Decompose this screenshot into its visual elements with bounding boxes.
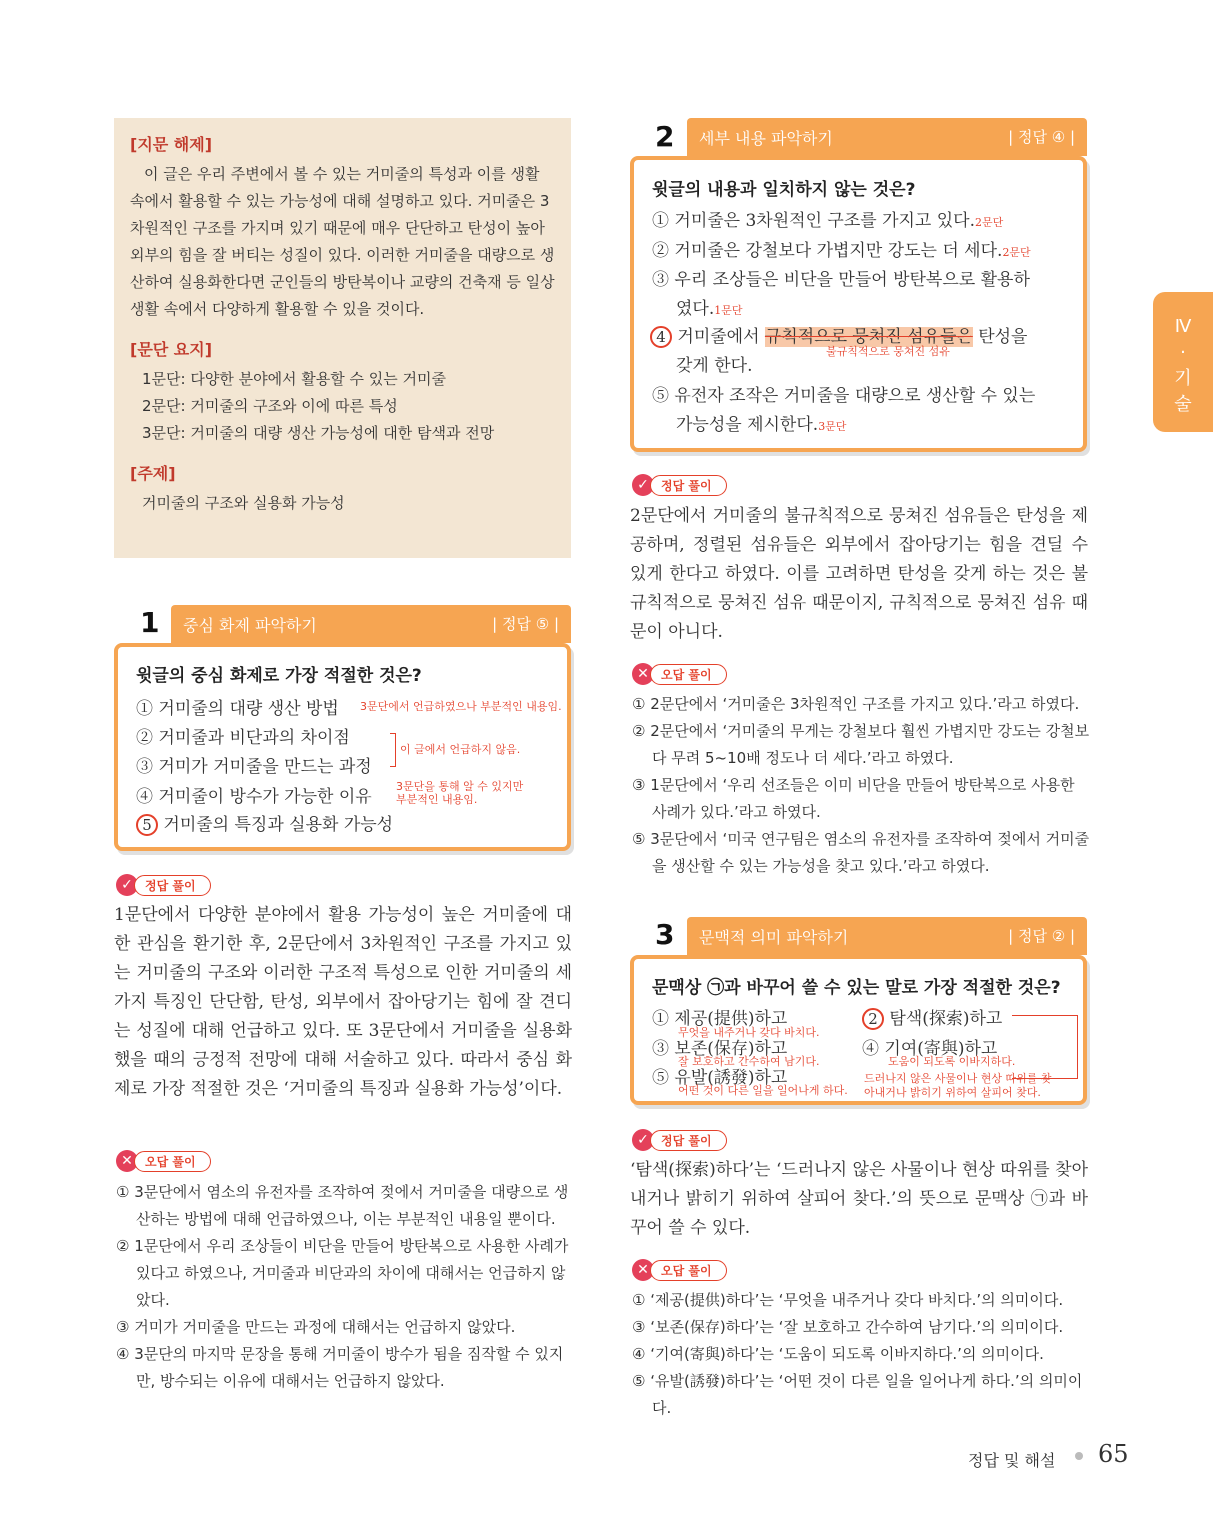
badge-label: 정답 풀이: [650, 475, 727, 496]
option-text: 였다.: [676, 299, 715, 319]
correct-explanation-badge: [632, 1129, 727, 1151]
wrong-item: ③ 거미가 거미줄을 만드는 과정에 대해서는 언급하지 않았다.: [116, 1318, 516, 1336]
summary-heading: [지문 해제]: [130, 135, 213, 154]
option-text: ② 거미줄은 강철보다 가볍지만 강도는 더 세다.: [652, 241, 1003, 261]
footer-label: 정답 및 해설: [968, 1451, 1056, 1470]
correct-answer-circle: 5: [136, 814, 158, 836]
wrong-explanation-list: [632, 1287, 1090, 1422]
option-text: ① 거미줄은 3차원적인 구조를 가지고 있다.: [652, 211, 975, 231]
option-1: ① 거미줄의 대량 생산 방법: [136, 699, 339, 719]
option-note-line: 드러나지 않은 사물이나 현상 따위를 찾: [864, 1072, 1052, 1085]
option-text: 거미줄의 특징과 실용화 가능성: [163, 815, 394, 835]
question-tab: [171, 605, 571, 643]
correction-note: 불규칙적으로 뭉쳐진 섬유: [826, 345, 950, 358]
option-3: ③ 거미가 거미줄을 만드는 과정: [136, 757, 372, 777]
question-type: 중심 화제 파악하기: [183, 616, 317, 635]
question-number: 1: [140, 606, 160, 639]
correct-explanation-badge: [116, 874, 211, 896]
bracket-line: [1012, 1015, 1078, 1079]
answer-badge: | 정답 ④ |: [1008, 128, 1075, 146]
check-icon: ✓: [116, 874, 138, 896]
badge-label: 오답 풀이: [650, 1260, 727, 1281]
answer-badge: | 정답 ⑤ |: [492, 615, 559, 633]
chapter-label-char: 기: [1174, 368, 1192, 389]
option-2: ② 거미줄과 비단과의 차이점: [136, 728, 350, 748]
footer-dot: [1075, 1452, 1083, 1460]
wrong-item: ④ ‘기여(寄與)하다’는 ‘도움이 되도록 이바지하다.’의 의미이다.: [632, 1345, 1044, 1363]
option-note: 도움이 되도록 이바지하다.: [888, 1055, 1016, 1068]
wrong-explanation-badge: [632, 1259, 727, 1281]
wrong-item: ③ 1문단에서 ‘우리 선조들은 이미 비단을 만들어 방탄복으로 사용한 사례가 있다.’라고 하였다.: [632, 776, 1075, 821]
summary-heading: [주제]: [130, 464, 176, 483]
paragraph-gist: 2문단: 거미줄의 구조와 이에 따른 특성: [142, 397, 398, 415]
option-4-cont: 갖게 한다.: [676, 356, 753, 376]
x-icon: ✕: [632, 663, 654, 685]
paragraph-gist: 1문단: 다양한 분야에서 활용할 수 있는 거미줄: [142, 370, 447, 388]
question-type: 세부 내용 파악하기: [699, 129, 833, 148]
option-note: 잘 보호하고 간수하여 남기다.: [678, 1055, 820, 1068]
option-note: [396, 780, 523, 806]
chapter-side-tab: [1153, 292, 1213, 432]
option-note: 1문단: [714, 304, 743, 317]
option-note: 2문단: [975, 216, 1004, 229]
option-text: 탐색(探索)하고: [889, 1009, 1003, 1029]
wrong-item: ② 2문단에서 ‘거미줄의 무게는 강철보다 훨씬 가볍지만 강도는 강철보다 무려 5~10배 정도나 더 세다.’라고 하였다.: [632, 722, 1090, 767]
option-text: 탄성을: [972, 327, 1028, 347]
option-text: 거미줄에서: [677, 327, 765, 347]
option-2: [652, 236, 1031, 261]
wrong-item: ⑤ 3문단에서 ‘미국 연구팀은 염소의 유전자를 조작하여 젖에서 거미줄을 생산할 수 있는 가능성을 찾고 있다.’라고 하였다.: [632, 830, 1090, 875]
correct-explanation: ‘탐색(探索)하다’는 ‘드러나지 않은 사물이나 현상 따위를 찾아내거나 밝히기 위하여 살피어 찾다.’의 뜻으로 문맥상 ㉠과 바꾸어 쓸 수 있다.: [630, 1160, 1088, 1238]
option-4: ④ 거미줄이 방수가 가능한 이유: [136, 787, 372, 807]
chapter-dot: ·: [1180, 342, 1186, 363]
theme-text: 거미줄의 구조와 실용화 가능성: [142, 494, 345, 512]
option-5: ⑤ 유전자 조작은 거미줄을 대량으로 생산할 수 있는: [652, 386, 1036, 406]
option-2: [862, 1004, 1002, 1030]
incorrect-phrase: 규칙적으로 뭉쳐진 섬유들은: [764, 327, 973, 347]
option-note-line: 아내거나 밝히기 위하여 살피어 찾다.: [864, 1086, 1041, 1099]
wrong-explanation-list: [632, 691, 1090, 880]
wrong-item: ④ 3문단의 마지막 문장을 통해 거미줄이 방수가 됨을 짐작할 수 있지만, 방수되는 이유에 대해서는 언급하지 않았다.: [116, 1345, 564, 1390]
check-icon: ✓: [632, 1129, 654, 1151]
summary-heading: [문단 요지]: [130, 340, 213, 359]
option-note: 3문단: [818, 420, 847, 433]
wrong-explanation-badge: [116, 1150, 211, 1172]
wrong-item: ① ‘제공(提供)하다’는 ‘무엇을 내주거나 갖다 바치다.’의 의미이다.: [632, 1291, 1064, 1309]
bracket-line: [390, 733, 396, 767]
correct-explanation: 1문단에서 다양한 분야에서 활용 가능성이 높은 거미줄에 대한 관심을 환기한 후, 2문단에서 3차원적인 구조를 가지고 있는 거미줄의 구조와 이러한 구조적 특성으로 인한 거미줄의 세 가지 특징인 단단함, 탄성, 외부에서 잡아당기는 힘에 잘 견디는 성질에 대해 언급하고 있다. 또 3문단에서 거미줄을 실용화했을 때의 긍정적 전망에 대해 서술하고 있다. 따라서 중심 화제로 가장 적절한 것은 ‘거미줄의 특징과 실용화 가능성’이다.: [114, 905, 572, 1099]
option-5: [136, 810, 393, 836]
wrong-item: ⑤ ‘유발(誘發)하다’는 ‘어떤 것이 다른 일을 일어나게 하다.’의 의미이다.: [632, 1372, 1083, 1417]
option-3: ③ 보존(保存)하고: [652, 1039, 788, 1059]
option-note: 무엇을 내주거나 갖다 바치다.: [678, 1026, 820, 1039]
badge-label: 정답 풀이: [650, 1130, 727, 1151]
wrong-item: ① 2문단에서 ‘거미줄은 3차원적인 구조를 가지고 있다.’라고 하였다.: [632, 695, 1080, 713]
option-3-cont: [676, 294, 743, 319]
option-note: 이 글에서 언급하지 않음.: [400, 743, 521, 756]
answer-badge: | 정답 ② |: [1008, 927, 1075, 945]
question-title: 윗글의 중심 화제로 가장 적절한 것은?: [136, 666, 422, 686]
question-tab: [687, 118, 1087, 156]
badge-label: 오답 풀이: [134, 1151, 211, 1172]
x-icon: ✕: [116, 1150, 138, 1172]
page-number: 65: [1098, 1440, 1129, 1468]
option-text: 가능성을 제시한다.: [676, 415, 819, 435]
option-3: ③ 우리 조상들은 비단을 만들어 방탄복으로 활용하: [652, 270, 1030, 290]
question-tab: [687, 917, 1087, 955]
chapter-label-char: 술: [1174, 394, 1192, 415]
option-note: 2문단: [1002, 246, 1031, 259]
correct-answer-circle: 4: [650, 326, 672, 348]
option-note-line: 부분적인 내용임.: [396, 793, 478, 806]
badge-label: 정답 풀이: [134, 875, 211, 896]
question-title: 문맥상 ㉠과 바꾸어 쓸 수 있는 말로 가장 적절한 것은?: [652, 978, 1061, 998]
question-title: 윗글의 내용과 일치하지 않는 것은?: [652, 180, 916, 200]
option-note-line: 3문단을 통해 알 수 있지만: [396, 780, 524, 793]
option-1: ① 제공(提供)하고: [652, 1009, 788, 1029]
badge-label: 오답 풀이: [650, 664, 727, 685]
question-number: 3: [655, 918, 675, 951]
option-4: ④ 기여(寄與)하고: [862, 1039, 998, 1059]
summary-box: [114, 118, 571, 558]
question-number: 2: [655, 120, 675, 153]
question-type: 문맥적 의미 파악하기: [699, 928, 849, 947]
correct-explanation: 2문단에서 거미줄의 불규칙적으로 뭉쳐진 섬유들은 탄성을 제공하며, 정렬된 섬유들은 외부에서 잡아당기는 힘을 견딜 수 있게 한다고 하였다. 이를 고려하면 탄성을 갖게 하는 것은 불규칙적으로 뭉쳐진 섬유 때문이지, 규칙적으로 뭉쳐진 섬유 때문이 아니다.: [630, 506, 1088, 642]
option-5-cont: [676, 410, 846, 435]
check-icon: ✓: [632, 474, 654, 496]
option-note: [864, 1072, 1052, 1100]
summary-text: 이 글은 우리 주변에서 볼 수 있는 거미줄의 특성과 이를 생활 속에서 활용할 수 있는 가능성에 대해 설명하고 있다. 거미줄은 3차원적인 구조를 가지며 있기 때문에 매우 단단하고 탄성이 높아 외부의 힘을 잘 버티는 성질이 있다. 이러한 거미줄을 대량으로 생산하여 실용화한다면 군인들의 방탄복이나 교량의 건축재 등 일상생활 속에서 다양하게 활용할 수 있을 것이다.: [130, 165, 555, 318]
option-note: 3문단에서 언급하였으나 부분적인 내용임.: [360, 700, 562, 713]
wrong-explanation-list: [116, 1179, 574, 1395]
paragraph-gist: 3문단: 거미줄의 대량 생산 가능성에 대한 탐색과 전망: [142, 424, 495, 442]
option-1: [652, 206, 1003, 231]
wrong-item: ② 1문단에서 우리 조상들이 비단을 만들어 방탄복으로 사용한 사례가 있다고 하였으나, 거미줄과 비단과의 차이에 대해서는 언급하지 않았다.: [116, 1237, 569, 1309]
x-icon: ✕: [632, 1259, 654, 1281]
option-note: 어떤 것이 다른 일을 일어나게 하다.: [678, 1084, 848, 1097]
option-5: ⑤ 유발(誘發)하고: [652, 1068, 788, 1088]
correct-explanation-badge: [632, 474, 727, 496]
wrong-item: ③ ‘보존(保存)하다’는 ‘잘 보호하고 간수하여 남기다.’의 의미이다.: [632, 1318, 1064, 1336]
correct-answer-circle: 2: [862, 1008, 884, 1030]
wrong-item: ① 3문단에서 염소의 유전자를 조작하여 젖에서 거미줄을 대량으로 생산하는 방법에 대해 언급하였으나, 이는 부분적인 내용일 뿐이다.: [116, 1183, 569, 1228]
chapter-number: Ⅳ: [1174, 316, 1192, 337]
wrong-explanation-badge: [632, 663, 727, 685]
